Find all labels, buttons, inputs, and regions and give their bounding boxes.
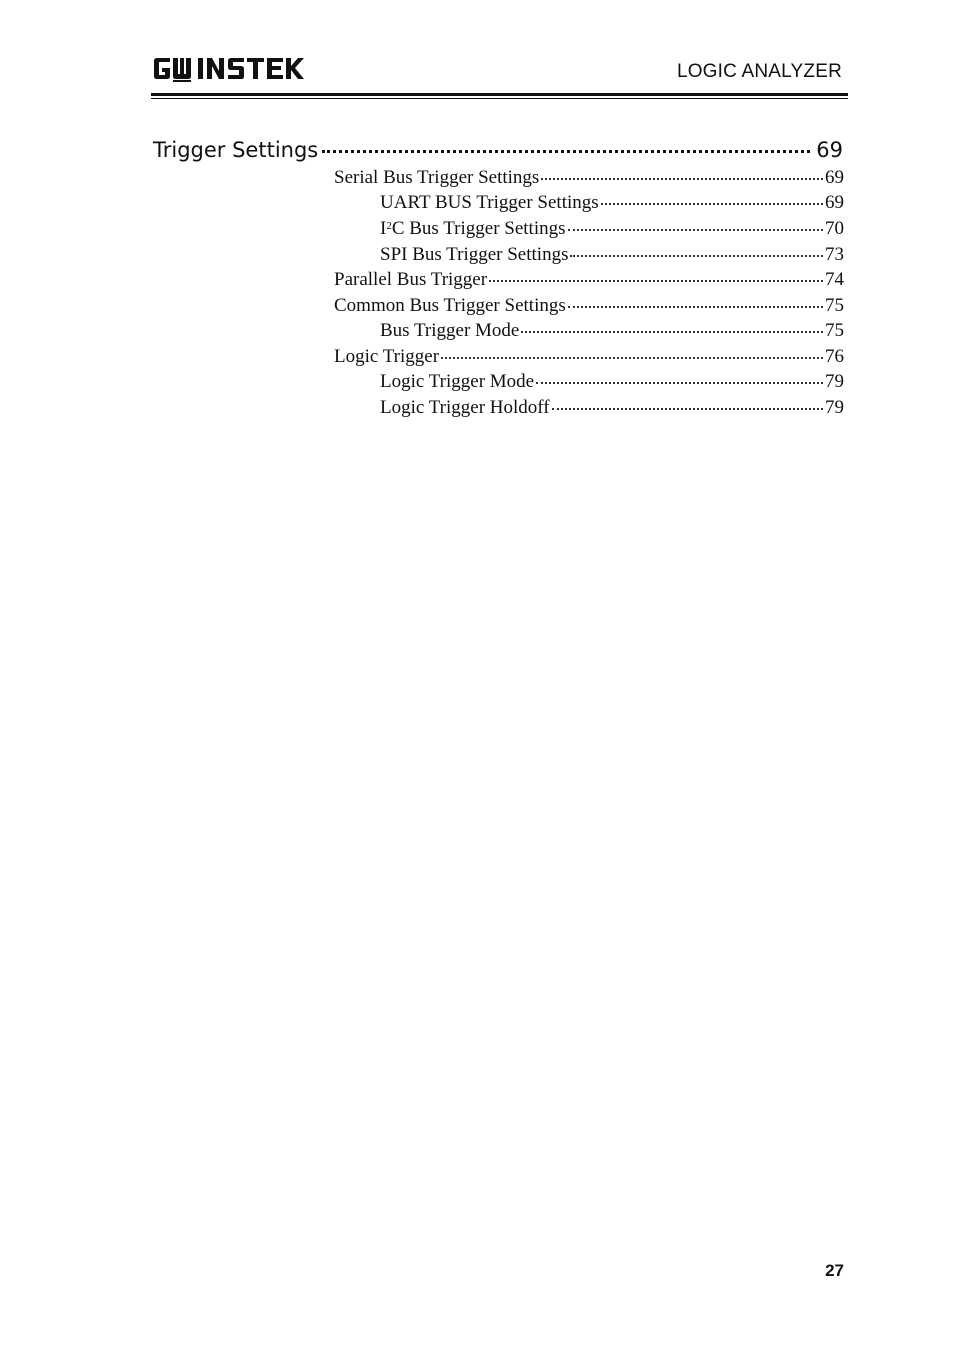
toc-entry-label-prefix: I: [380, 218, 387, 239]
gw-instek-logo: [153, 54, 323, 84]
toc-heading-page: 69: [816, 138, 843, 162]
toc-entry-label: UART BUS Trigger Settings: [380, 192, 599, 213]
toc-entry-page: 74: [825, 269, 844, 290]
dot-leader: [552, 408, 823, 410]
toc-entry-label: Logic Trigger Holdoff: [380, 397, 550, 418]
toc-entry-page: 73: [825, 244, 844, 265]
dot-leader: [541, 178, 823, 180]
dot-leader: [441, 357, 823, 359]
toc-entry-page: 75: [825, 295, 844, 316]
toc-entry[interactable]: [334, 269, 844, 291]
toc-entry-label: Logic Trigger: [334, 346, 440, 367]
toc-entry[interactable]: [334, 167, 844, 189]
toc-entry[interactable]: [334, 346, 844, 368]
dot-leader: [568, 229, 823, 231]
toc-entry[interactable]: [334, 295, 844, 317]
toc-entry-page: 70: [825, 218, 844, 239]
dot-leader: [536, 382, 823, 384]
toc-entry-page: 79: [825, 397, 844, 418]
gw-instek-logo-mark: [153, 54, 323, 84]
dot-leader: [601, 203, 823, 205]
dot-leader: [570, 255, 823, 257]
toc-heading-label: Trigger Settings: [153, 138, 319, 162]
toc-entry-label: Logic Trigger Mode: [380, 371, 535, 392]
section-title: LOGIC ANALYZER: [676, 61, 842, 82]
dot-leader: [568, 306, 823, 308]
dot-leader: [322, 150, 810, 153]
toc-entry[interactable]: [380, 218, 844, 240]
toc-entry-label-superscript: 2: [386, 220, 392, 232]
toc-entry[interactable]: [380, 397, 844, 419]
page-number: 27: [825, 1261, 844, 1280]
toc-entry-page: 69: [825, 192, 844, 213]
toc-entry-label: Serial Bus Trigger Settings: [334, 167, 540, 188]
toc-entry[interactable]: [380, 371, 844, 393]
toc-entry-label: Bus Trigger Mode: [380, 320, 520, 341]
toc-entry-label-suffix: C Bus Trigger Settings: [391, 218, 566, 239]
toc-entry-label: SPI Bus Trigger Settings: [380, 244, 569, 265]
toc-entry[interactable]: [380, 192, 844, 214]
dot-leader: [521, 331, 823, 333]
toc-entry-label: [380, 218, 566, 240]
toc-entry-page: 69: [825, 167, 844, 188]
toc-entry[interactable]: [380, 244, 844, 266]
toc-heading[interactable]: [153, 138, 843, 162]
toc-entry-page: 76: [825, 346, 844, 367]
toc-entry-label: Common Bus Trigger Settings: [334, 295, 566, 316]
toc-entry[interactable]: [380, 320, 844, 342]
header-divider: [151, 93, 848, 99]
toc-entry-label: Parallel Bus Trigger: [334, 269, 488, 290]
toc-entry-page: 75: [825, 320, 844, 341]
dot-leader: [489, 280, 823, 282]
toc-entry-page: 79: [825, 371, 844, 392]
